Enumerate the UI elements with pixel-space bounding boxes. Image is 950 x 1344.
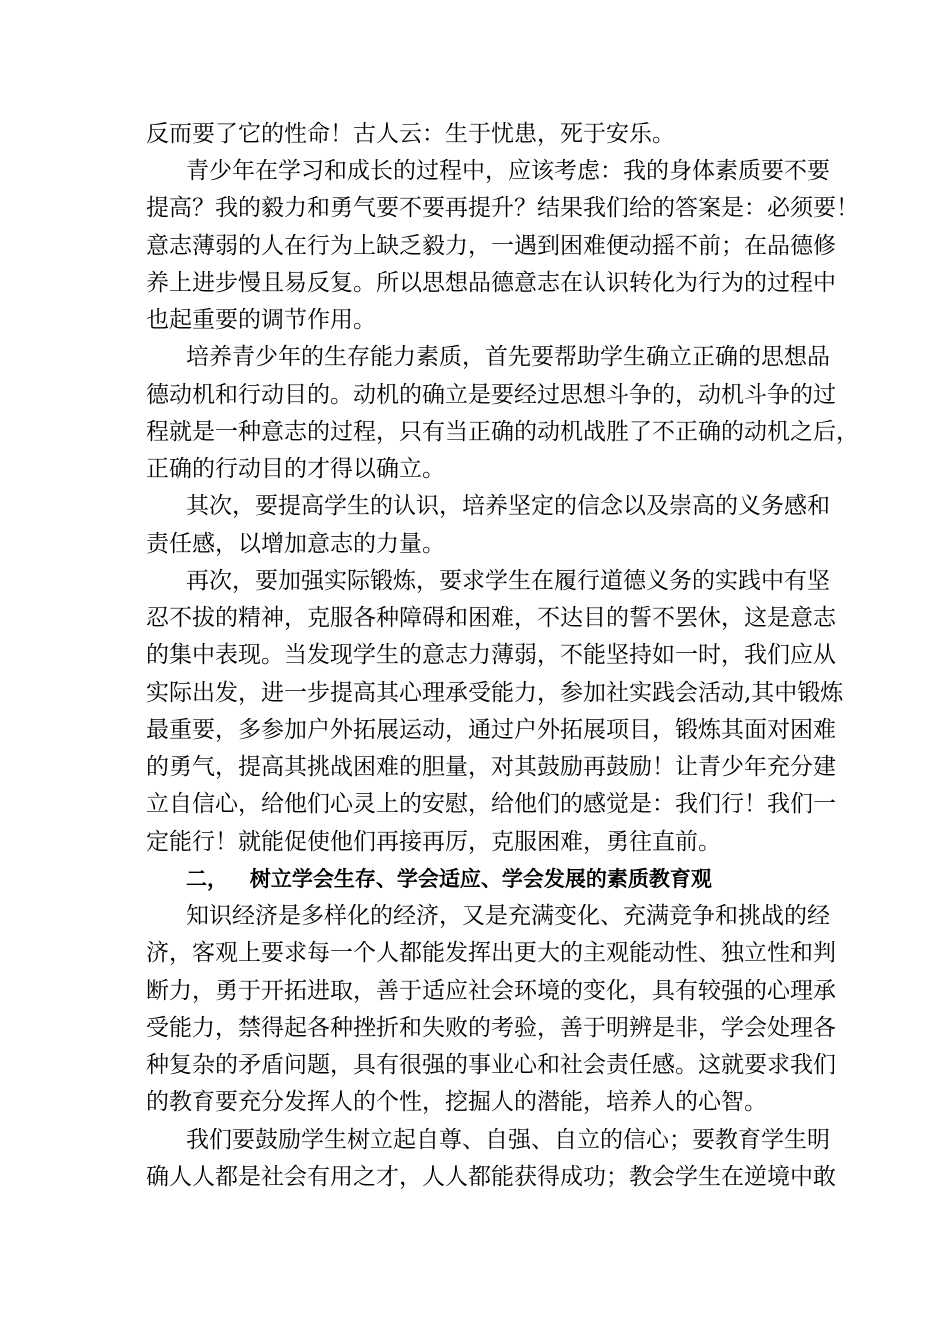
text-line: 的教育要充分发挥人的个性，挖掘人的潜能，培养人的心智。 [146, 1089, 767, 1115]
text-line: 种复杂的矛盾问题，具有很强的事业心和社会责任感。这就要求我们 [146, 1052, 836, 1078]
text-line: 知识经济是多样化的经济，又是充满变化、充满竞争和挑战的经 [186, 903, 830, 929]
text-line: 青少年在学习和成长的过程中，应该考虑：我的身体素质要不要 [186, 158, 830, 184]
text-line: 正确的行动目的才得以确立。 [146, 456, 445, 482]
text-line: 责任感，以增加意志的力量。 [146, 531, 445, 557]
text-line: 断力，勇于开拓进取，善于适应社会环境的变化，具有较强的心理承 [146, 978, 836, 1004]
text-line: 培养青少年的生存能力素质，首先要帮助学生确立正确的思想品 [186, 344, 830, 370]
text-line: 济，客观上要求每一个人都能发挥出更大的主观能动性、独立性和判 [146, 940, 836, 966]
text-line: 我们要鼓励学生树立起自尊、自强、自立的信心；要教育学生明 [186, 1127, 830, 1153]
text-line: 养上进步慢且易反复。所以思想品德意志在认识转化为行为的过程中 [146, 270, 836, 296]
section-heading: 二， 树立学会生存、学会适应、学会发展的素质教育观 [186, 867, 712, 891]
text-line: 其次，要提高学生的认识，培养坚定的信念以及崇高的义务感和 [186, 493, 830, 519]
text-line: 忍不拔的精神，克服各种障碍和困难，不达目的誓不罢休，这是意志 [146, 605, 836, 631]
text-line: 实际出发，进一步提高其心理承受能力，参加社实践会活动,其中锻炼 [146, 680, 844, 706]
text-line: 立自信心，给他们心灵上的安慰，给他们的感觉是：我们行！我们一 [146, 791, 836, 817]
text-line: 反而要了它的性命！古人云：生于忧患，死于安乐。 [146, 121, 675, 147]
text-line: 德动机和行动目的。动机的确立是要经过思想斗争的，动机斗争的过 [146, 382, 836, 408]
text-line: 提高？我的毅力和勇气要不要再提升？结果我们给的答案是：必须要！ [146, 195, 859, 221]
text-line: 的勇气，提高其挑战困难的胆量，对其鼓励再鼓励！让青少年充分建 [146, 754, 836, 780]
text-line: 再次，要加强实际锻炼，要求学生在履行道德义务的实践中有坚 [186, 568, 830, 594]
text-line: 的集中表现。当发现学生的意志力薄弱，不能坚持如一时，我们应从 [146, 642, 836, 668]
text-line: 定能行！就能促使他们再接再厉，克服困难，勇往直前。 [146, 829, 721, 855]
text-line: 程就是一种意志的过程，只有当正确的动机战胜了不正确的动机之后， [146, 419, 859, 445]
text-line: 意志薄弱的人在行为上缺乏毅力，一遇到困难便动摇不前；在品德修 [146, 233, 836, 259]
text-line: 受能力，禁得起各种挫折和失败的考验，善于明辨是非，学会处理各 [146, 1015, 836, 1041]
text-line: 也起重要的调节作用。 [146, 307, 376, 333]
text-line: 最重要，多参加户外拓展运动，通过户外拓展项目，锻炼其面对困难 [146, 717, 836, 743]
text-line: 确人人都是社会有用之才，人人都能获得成功；教会学生在逆境中敢 [146, 1164, 836, 1190]
